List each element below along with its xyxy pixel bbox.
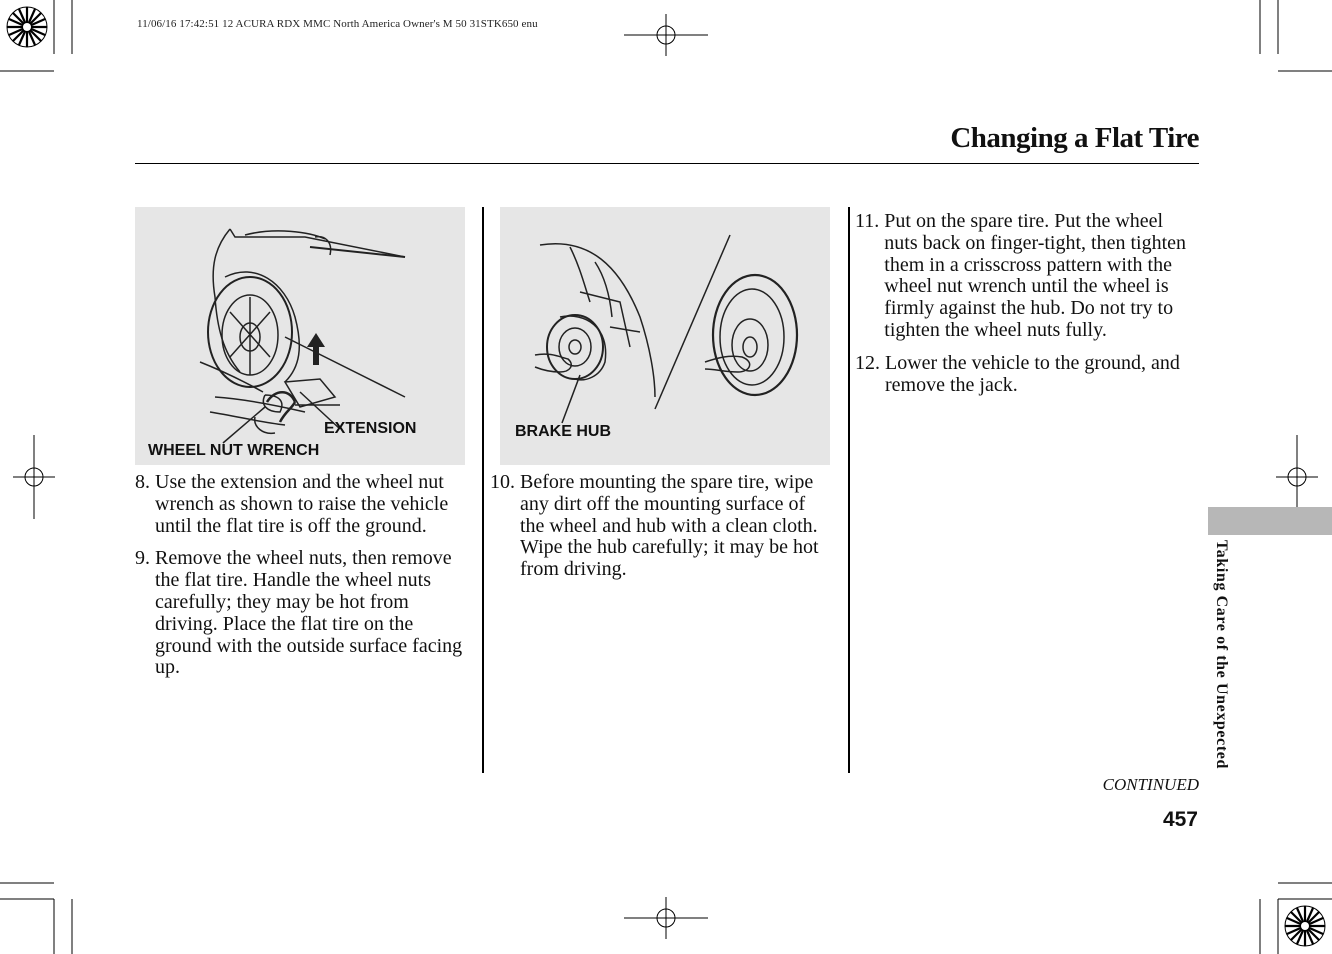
column-divider-2 <box>848 207 850 773</box>
continued-note: CONTINUED <box>1102 775 1199 794</box>
label-wheel-nut-wrench: WHEEL NUT WRENCH <box>148 442 320 459</box>
step-8 <box>135 472 465 537</box>
section-tab-label: Taking Care of the Unexpected <box>1213 540 1230 769</box>
step-10 <box>490 472 828 581</box>
page-title: Changing a Flat Tire <box>950 122 1199 154</box>
section-tab-marker <box>1208 507 1332 535</box>
label-extension: EXTENSION <box>324 420 417 437</box>
steps-column-3 <box>855 211 1201 407</box>
step-number: 10. <box>490 471 520 493</box>
print-job-header: 11/06/16 17:42:51 12 ACURA RDX MMC North America Owner's M 50 31STK650 enu <box>137 18 538 30</box>
step-text: Use the extension and the wheel nut wrench as shown to raise the vehicle until the flat tire is off the ground. <box>155 471 449 537</box>
figure-brake-hub <box>500 207 830 465</box>
step-number: 8. <box>135 471 155 493</box>
step-11 <box>855 211 1201 342</box>
step-9 <box>135 548 465 679</box>
page-number: 457 <box>1162 808 1198 831</box>
step-12 <box>855 353 1201 397</box>
title-divider <box>135 163 1199 164</box>
step-text: Remove the wheel nuts, then remove the flat tire. Handle the wheel nuts carefully; they may be hot from driving. Place the flat tire on the ground with the outside surface facing up. <box>155 547 463 679</box>
step-number: 9. <box>135 547 155 570</box>
steps-column-2 <box>490 472 828 592</box>
step-text: Put on the spare tire. Put the wheel nuts back on finger-tight, then tighten them in a crisscross pattern with the wheel nut wrench until the wheel is firmly against the hub. Do not try to tighten the wheel nuts fully. <box>884 210 1187 341</box>
steps-column-1 <box>135 472 465 690</box>
column-divider-1 <box>482 207 484 773</box>
step-text: Before mounting the spare tire, wipe any dirt off the mounting surface of the wheel and hub with a clean cloth. Wipe the hub carefully; it may be hot from driving. <box>520 471 819 581</box>
label-brake-hub: BRAKE HUB <box>515 423 611 440</box>
step-number: 12. <box>855 351 885 374</box>
step-number: 11. <box>855 210 885 232</box>
figure-jack-wrench <box>135 207 465 465</box>
step-text: Lower the vehicle to the ground, and remove the jack. <box>885 351 1180 396</box>
